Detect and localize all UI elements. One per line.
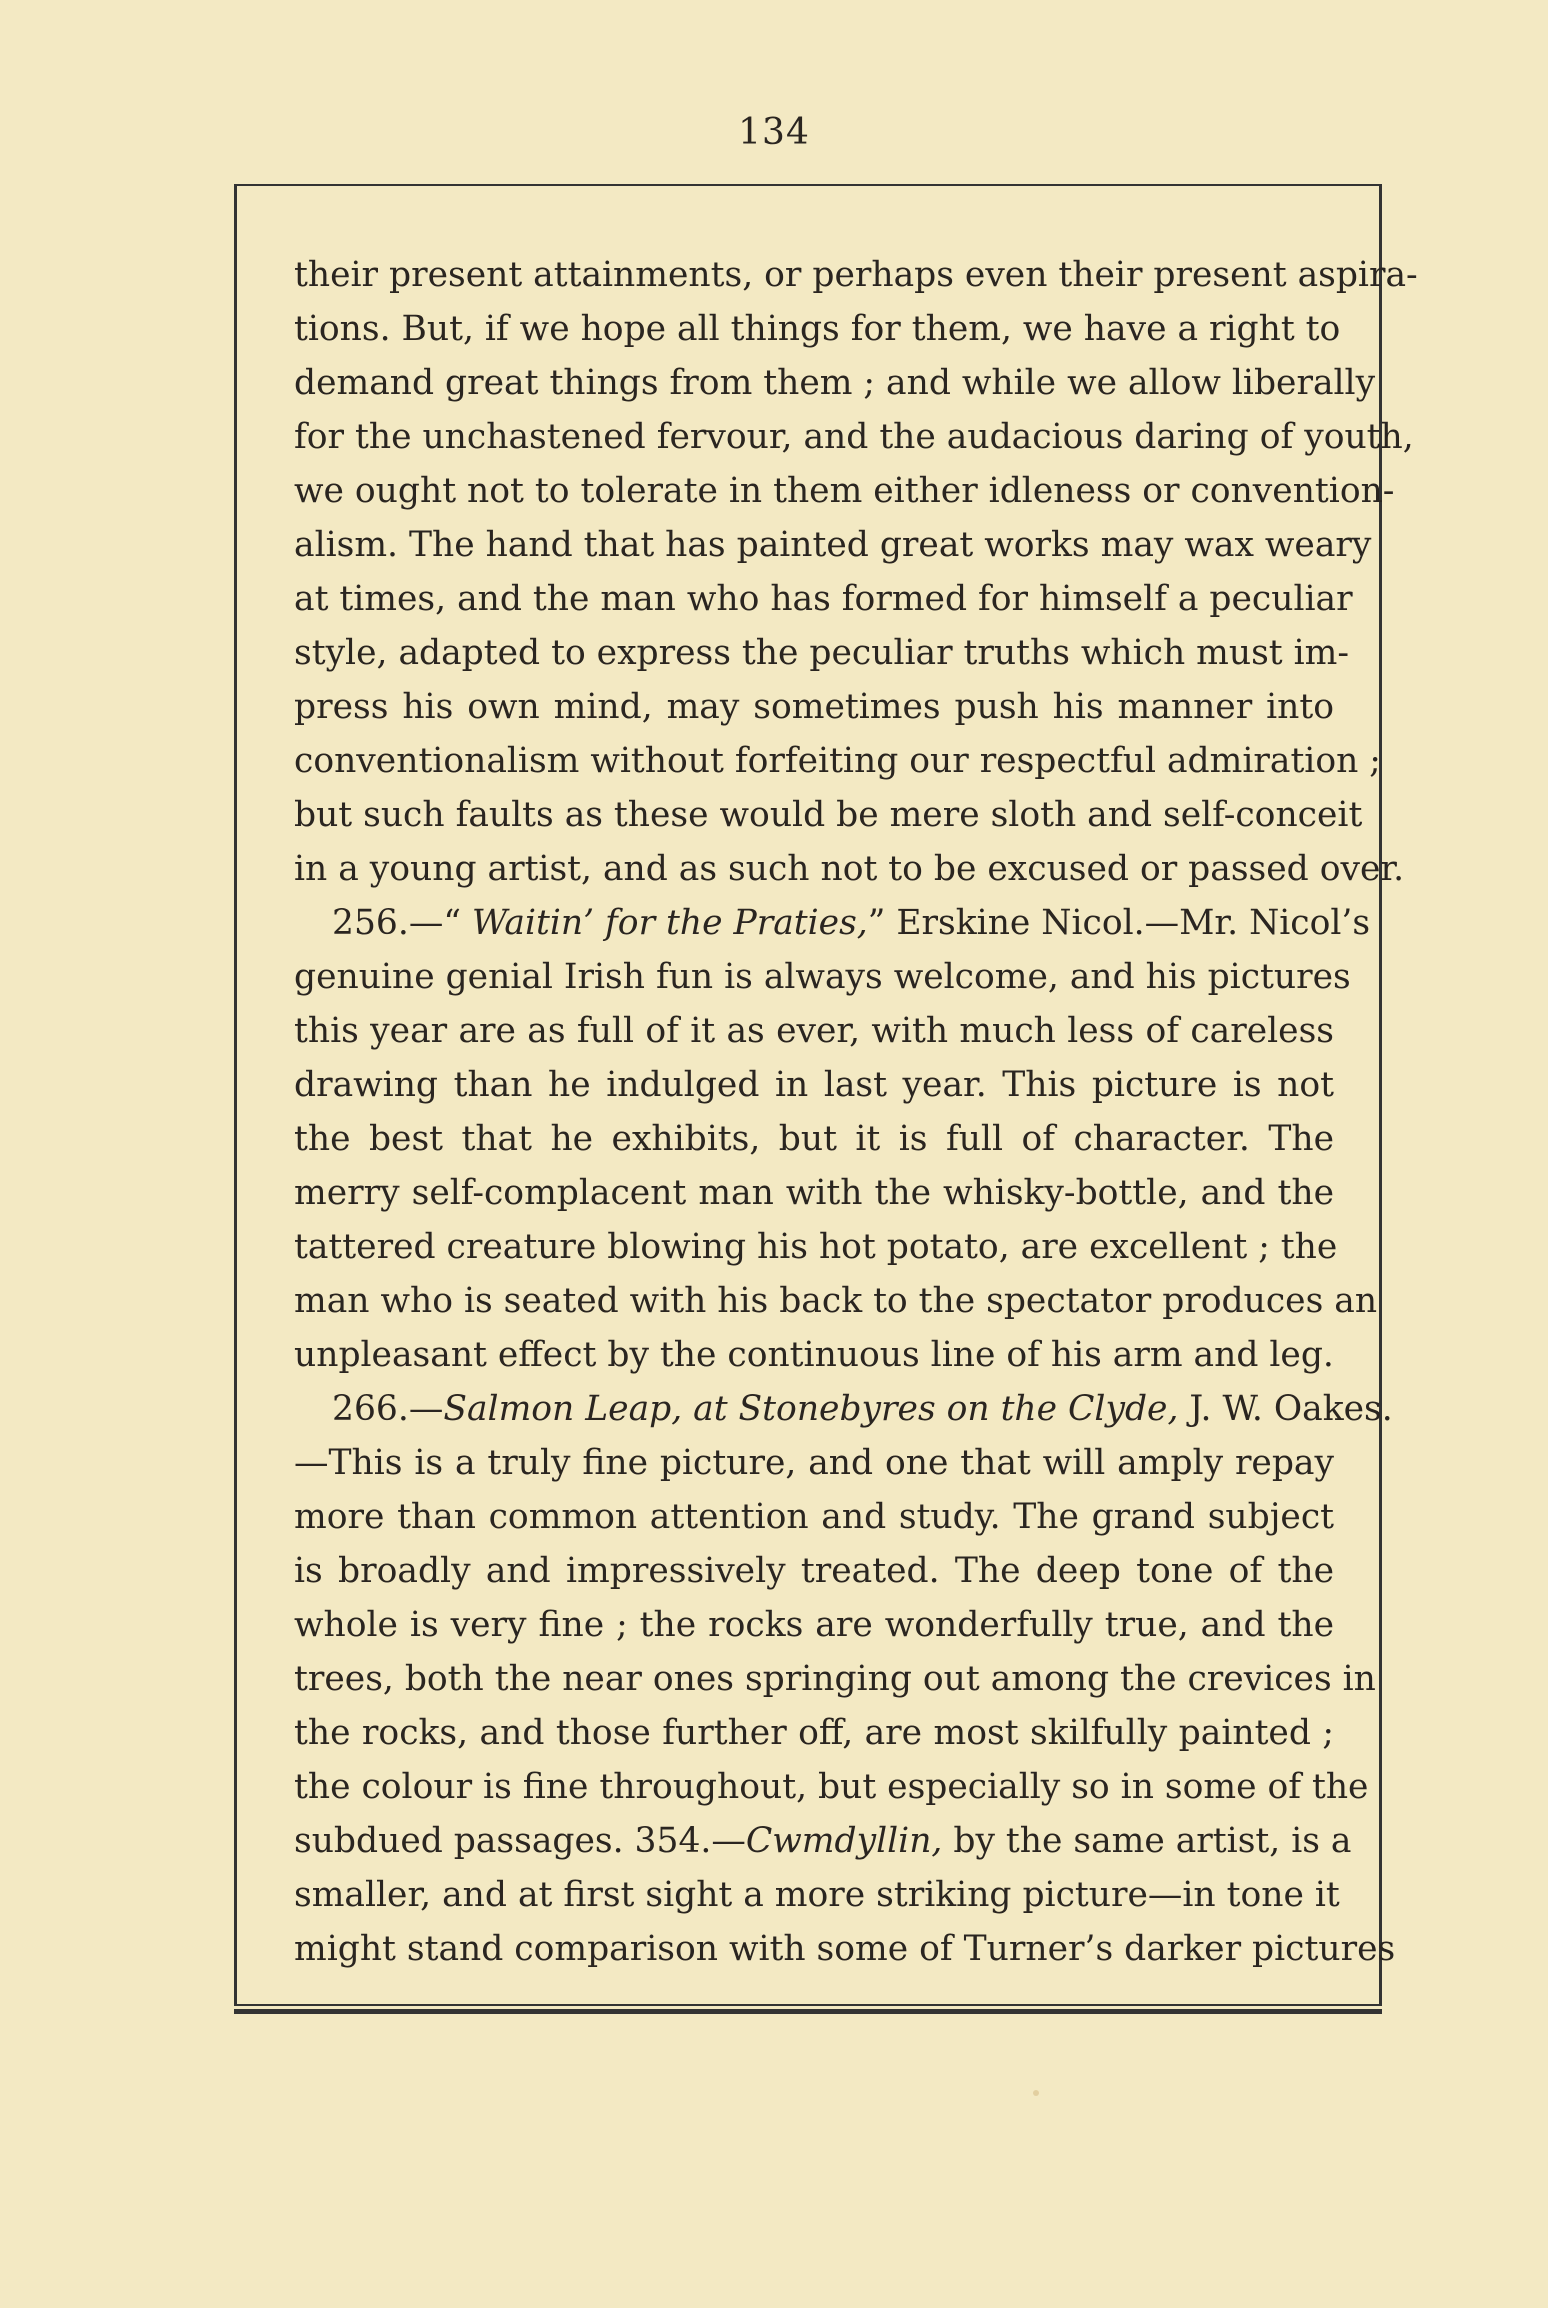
text-line: —This is a truly fine picture, and one that will amply repay [294, 1443, 1334, 1483]
text-line: the rocks, and those further off, are most skilfully painted ; [294, 1713, 1334, 1753]
text-line: demand great things from them ; and while we allow liberally [294, 363, 1376, 403]
text-line: tions. But, if we hope all things for them, we have a right to [294, 309, 1341, 349]
entry-number: 256.—“ [332, 903, 472, 943]
paper-stain [1033, 2090, 1039, 2096]
text-line: might stand comparison with some of Turner’s darker pictures [294, 1929, 1396, 1969]
text-line: is broadly and impressively treated. The deep tone of the [294, 1551, 1334, 1591]
text-line: their present attainments, or perhaps even their present aspira- [294, 255, 1418, 295]
text-line: whole is very fine ; the rocks are wonderfully true, and the [294, 1605, 1334, 1645]
entry-354-line [294, 1814, 1352, 1868]
text-line: at times, and the man who has formed for himself a peculiar [294, 579, 1353, 619]
text-line: unpleasant effect by the continuous line of his arm and leg. [294, 1335, 1334, 1375]
text-line: but such faults as these would be mere sloth and self-conceit [294, 795, 1363, 835]
entry-artist: by the same artist, is a [942, 1821, 1352, 1861]
text-line: trees, both the near ones springing out among the crevices in [294, 1659, 1376, 1699]
text-line: we ought not to tolerate in them either idleness or convention- [294, 471, 1395, 511]
text-line: for the unchastened fervour, and the audacious daring of youth, [294, 417, 1414, 457]
text-line: genuine genial Irish fun is always welcome, and his pictures [294, 957, 1351, 997]
artwork-title: Cwmdyllin, [745, 1821, 943, 1861]
text-line: drawing than he indulged in last year. This picture is not [294, 1065, 1334, 1105]
text-line: smaller, and at first sight a more striking picture—in tone it [294, 1875, 1340, 1915]
text-line: tattered creature blowing his hot potato, are excellent ; the [294, 1227, 1338, 1267]
text-line: style, adapted to express the peculiar truths which must im- [294, 633, 1350, 673]
text-line: more than common attention and study. The grand subject [294, 1497, 1334, 1537]
page-body [294, 248, 1418, 1976]
text-line: merry self-complacent man with the whisky-bottle, and the [294, 1173, 1334, 1213]
text-line: in a young artist, and as such not to be excused or passed over. [294, 849, 1405, 889]
text-line: this year are as full of it as ever, with much less of careless [294, 1011, 1334, 1051]
entry-number: 266.— [332, 1389, 444, 1429]
text-line: the colour is fine throughout, but especially so in some of the [294, 1767, 1369, 1807]
artwork-title: Waitin’ for the Praties, [471, 903, 868, 943]
text-line: the best that he exhibits, but it is full of character. The [294, 1119, 1334, 1159]
text-line: conventionalism without forfeiting our respectful admiration ; [294, 741, 1381, 781]
entry-artist: J. W. Oakes. [1178, 1389, 1393, 1429]
entry-artist: ” Erskine Nicol.—Mr. Nicol’s [867, 903, 1371, 943]
entry-256-heading [294, 896, 1371, 950]
artwork-title: Salmon Leap, at Stonebyres on the Clyde, [443, 1389, 1179, 1429]
text-line: man who is seated with his back to the spectator produces an [294, 1281, 1378, 1321]
text-line: alism. The hand that has painted great works may wax weary [294, 525, 1372, 565]
entry-number: subdued passages. 354.— [294, 1821, 746, 1861]
entry-266-heading [294, 1382, 1393, 1436]
text-line: press his own mind, may sometimes push his manner into [294, 687, 1334, 727]
page-number: 134 [738, 112, 810, 153]
